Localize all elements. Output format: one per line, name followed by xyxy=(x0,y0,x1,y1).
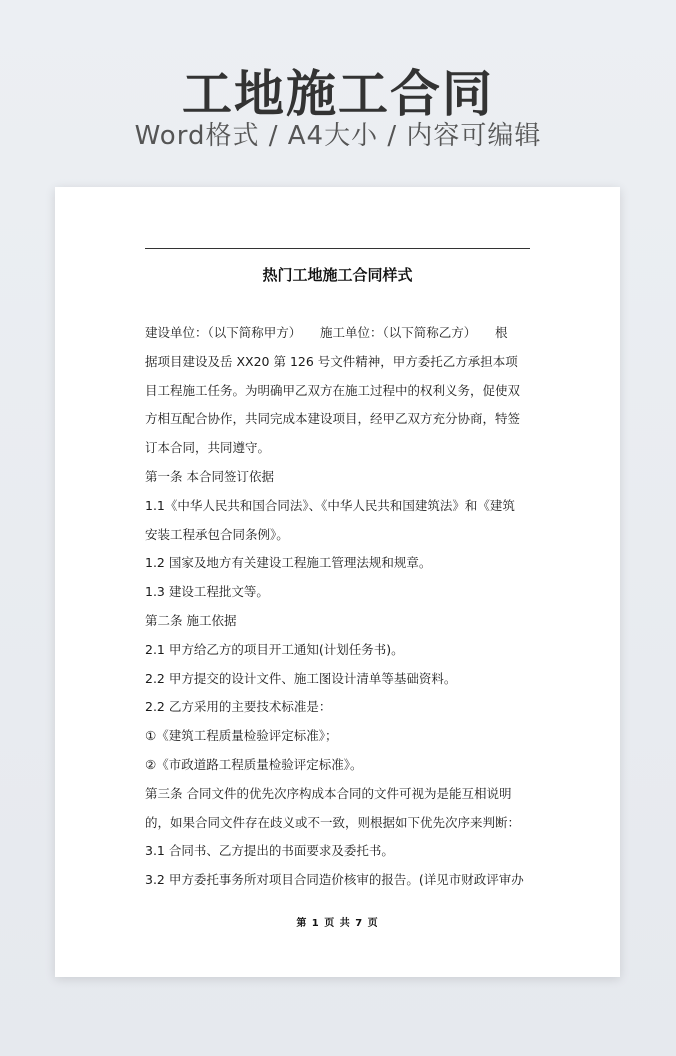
document-title: 热门工地施工合同样式 xyxy=(262,266,413,284)
body-line: 目工程施工任务。为明确甲乙双方在施工过程中的权利义务，促使双 xyxy=(145,382,521,398)
body-line: 1.2 国家及地方有关建设工程施工管理法规和规章。 xyxy=(145,555,432,571)
hero-subtitle: Word格式 / A4大小 / 内容可编辑 xyxy=(134,121,542,151)
body-line: 据项目建设及岳 XX20 第 126 号文件精神，甲方委托乙方承担本项 xyxy=(145,353,518,369)
body-line: 1.1《中华人民共和国合同法》、《中华人民共和国建筑法》和《建筑 xyxy=(145,497,515,513)
section-heading: 第三条 合同文件的优先次序构成本合同的文件可视为是能互相说明 xyxy=(145,785,512,801)
body-line: 3.1 合同书、乙方提出的书面要求及委托书。 xyxy=(145,843,394,859)
body-line: 1.3 建设工程批文等。 xyxy=(145,584,269,600)
page-number: 第 1 页 共 7 页 xyxy=(296,918,379,929)
body-line: 2.1 甲方给乙方的项目开工通知(计划任务书)。 xyxy=(145,641,404,657)
document-page xyxy=(55,187,620,977)
document-body xyxy=(145,319,531,895)
hero-title: 工地施工合同 xyxy=(182,65,494,123)
body-line: 2.2 甲方提交的设计文件、施工图设计清单等基础资料。 xyxy=(145,670,457,686)
section-heading: 第二条 施工依据 xyxy=(145,612,237,628)
body-line: ②《市政道路工程质量检验评定标准》。 xyxy=(145,756,363,772)
body-line: 的，如果合同文件存在歧义或不一致，则根据如下优先次序来判断： xyxy=(145,814,521,830)
body-line: 安装工程承包合同条例》。 xyxy=(145,526,289,542)
body-line: 订本合同，共同遵守。 xyxy=(145,440,271,456)
body-line: ①《建筑工程质量检验评定标准》； xyxy=(145,728,338,744)
header-rule xyxy=(145,248,530,249)
body-line: 2.2 乙方采用的主要技术标准是： xyxy=(145,699,332,715)
body-line: 3.2 甲方委托事务所对项目合同造价核审的报告。(详见市财政评审办 xyxy=(145,872,524,888)
section-heading: 第一条 本合同签订依据 xyxy=(145,468,274,484)
body-line: 建设单位：（以下简称甲方） 施工单位：（以下简称乙方） 根 xyxy=(145,325,508,340)
body-line: 方相互配合协作，共同完成本建设项目，经甲乙双方充分协商，特签 xyxy=(145,411,521,427)
